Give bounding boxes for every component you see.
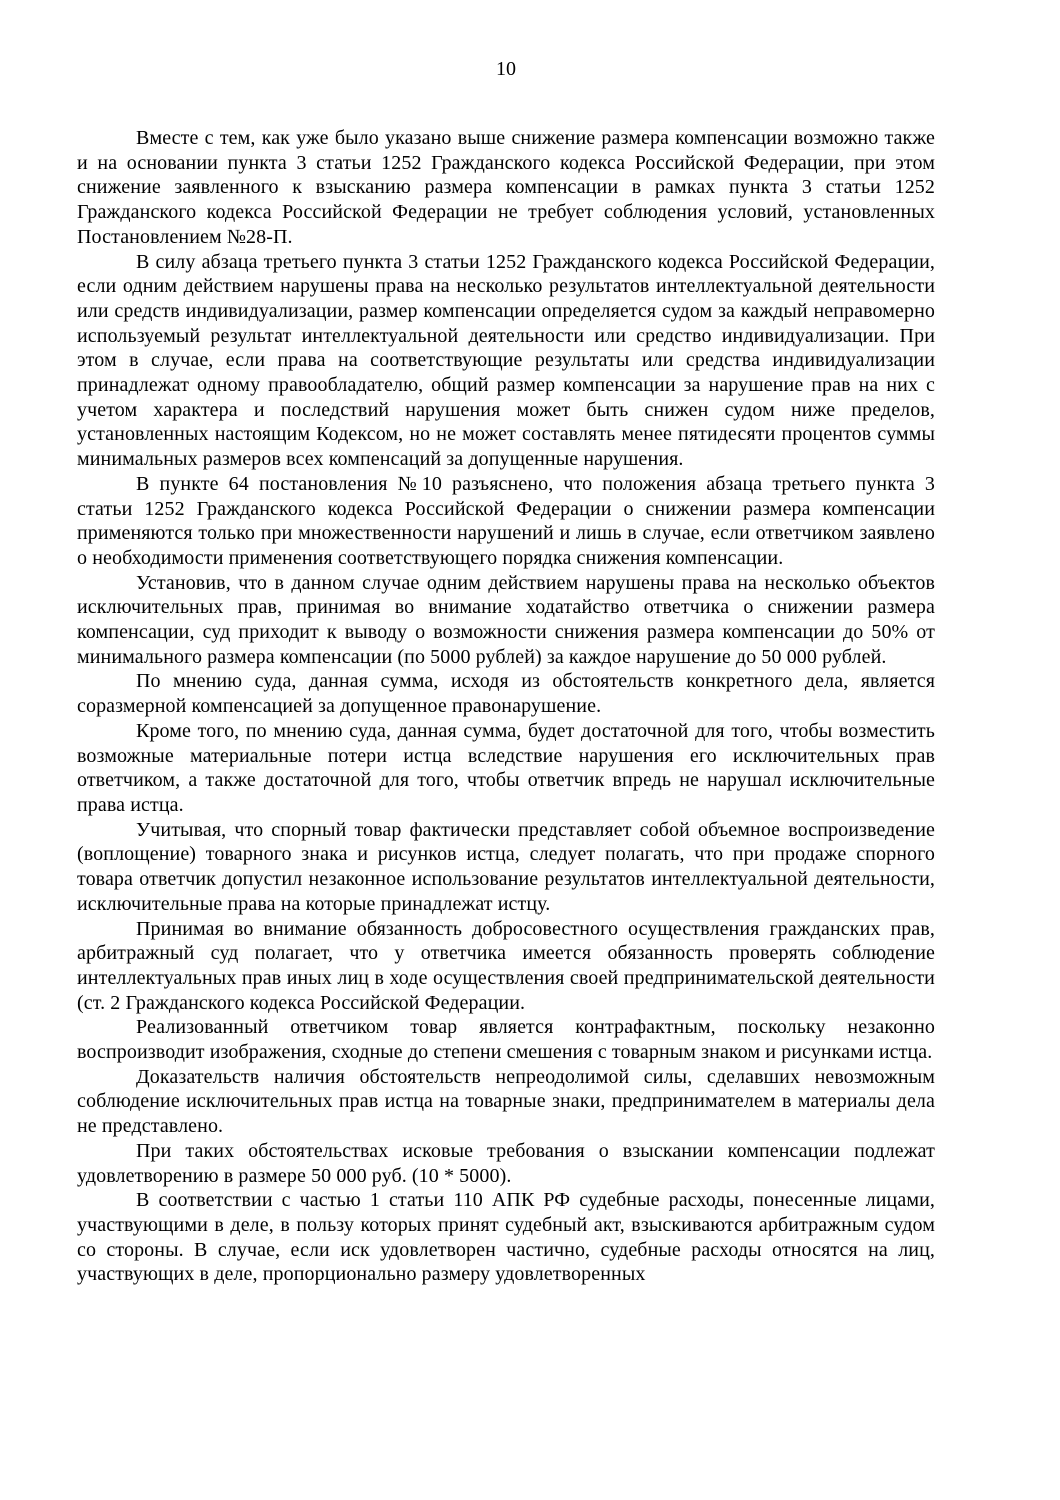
- paragraph: По мнению суда, данная сумма, исходя из обстоятельств конкретного дела, является соразмерной компенсацией за допущенное правонарушение.: [77, 670, 935, 718]
- paragraph: В силу абзаца третьего пункта 3 статьи 1252 Гражданского кодекса Российской Федерации, если одним действием нарушены права на несколько результатов интеллектуальной деятельности или средств индивидуализации, размер компенсации определяется судом за каждый неправомерно используемый результат интеллектуальной деятельности или средство индивидуализации. При этом в случае, если права на соответствующие результаты или средства индивидуализации принадлежат одному правообладателю, общий размер компенсации за нарушение прав на них с учетом характера и последствий нарушения может быть снижен судом ниже пределов, установленных настоящим Кодексом, но не может составлять менее пятидесяти процентов суммы минимальных размеров всех компенсаций за допущенные нарушения.: [77, 250, 935, 471]
- paragraph: При таких обстоятельствах исковые требования о взыскании компенсации подлежат удовлетворению в размере 50 000 руб. (10 * 5000).: [77, 1139, 935, 1187]
- paragraph: В соответствии с частью 1 статьи 110 АПК РФ судебные расходы, понесенные лицами, участвующими в деле, в пользу которых принят судебный акт, взыскиваются арбитражным судом со стороны. В случае, если иск удовлетворен частично, судебные расходы относятся на лиц, участвующих в деле, пропорционально размеру удовлетворенных: [77, 1189, 935, 1286]
- paragraph: Принимая во внимание обязанность добросовестного осуществления гражданских прав, арбитражный суд полагает, что у ответчика имеется обязанность проверять соблюдение интеллектуальных прав иных лиц в ходе осуществления своей предпринимательской деятельности (ст. 2 Гражданского кодекса Российской Федерации.: [77, 917, 935, 1014]
- paragraph: Реализованный ответчиком товар является контрафактным, поскольку незаконно воспроизводит изображения, сходные до степени смешения с товарным знаком и рисунками истца.: [77, 1016, 935, 1064]
- paragraph: Доказательств наличия обстоятельств непреодолимой силы, сделавших невозможным соблюдение исключительных прав истца на товарные знаки, предпринимателем в материалы дела не представлено.: [77, 1065, 935, 1138]
- paragraph: Кроме того, по мнению суда, данная сумма, будет достаточной для того, чтобы возместить возможные материальные потери истца вследствие нарушения его исключительных прав ответчиком, а также достаточной для того, чтобы ответчик впредь не нарушал исключительные права истца.: [77, 719, 935, 816]
- paragraph: Установив, что в данном случае одним действием нарушены права на несколько объектов исключительных прав, принимая во внимание ходатайство ответчика о снижении размера компенсации, суд приходит к выводу о возможности снижения размера компенсации до 50% от минимального размера компенсации (по 5000 рублей) за каждое нарушение до 50 000 рублей.: [77, 571, 935, 668]
- page-number: 10: [496, 58, 516, 80]
- paragraph: Учитывая, что спорный товар фактически представляет собой объемное воспроизведение (воплощение) товарного знака и рисунков истца, следует полагать, что при продаже спорного товара ответчик допустил незаконное использование результатов интеллектуальной деятельности, исключительные права на которые принадлежат истцу.: [77, 818, 935, 915]
- document-body: [77, 126, 935, 1287]
- paragraph: Вместе с тем, как уже было указано выше снижение размера компенсации возможно также и на основании пункта 3 статьи 1252 Гражданского кодекса Российской Федерации, при этом снижение заявленного к взысканию размера компенсации в рамках пункта 3 статьи 1252 Гражданского кодекса Российской Федерации не требует соблюдения условий, установленных Постановлением №28-П.: [77, 127, 935, 248]
- paragraph: В пункте 64 постановления №10 разъяснено, что положения абзаца третьего пункта 3 статьи 1252 Гражданского кодекса Российской Федерации о снижении размера компенсации применяются только при множественности нарушений и лишь в случае, если ответчиком заявлено о необходимости применения соответствующего порядка снижения компенсации.: [77, 472, 935, 569]
